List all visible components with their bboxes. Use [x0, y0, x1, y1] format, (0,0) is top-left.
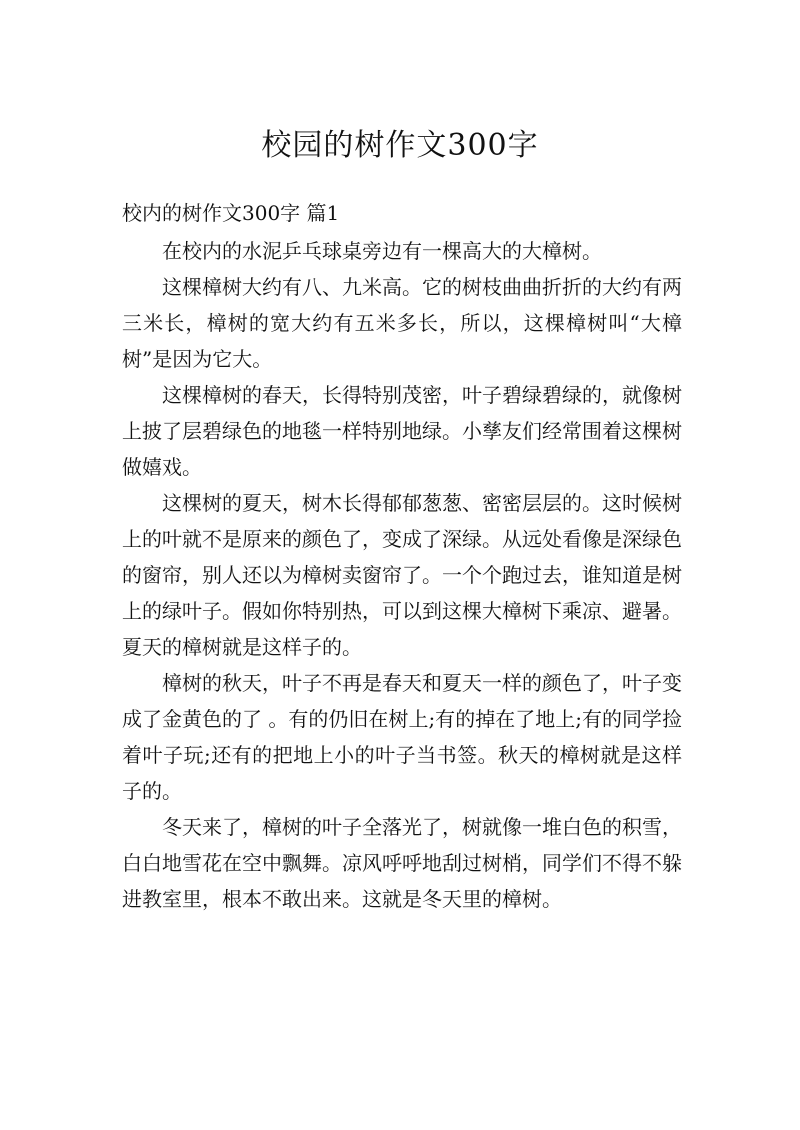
section-heading: 校内的树作文300字 篇1: [122, 201, 340, 225]
paragraph-1: 在校内的水泥乒乓球桌旁边有一棵高大的大樟树。: [162, 239, 602, 263]
paragraph-4: 这棵树的夏天，树木长得郁郁葱葱、密密层层的。这时候树上的叶就不是原来的颜色了，变成了深绿。从远处看像是深绿色的窗帘，别人还以为樟树卖窗帘了。一个个跑过去，谁知道是树上的绿叶子。假如你特别热，可以到这棵大樟树下乘凉、避暑。夏天的樟树就是这样子的。: [122, 491, 682, 659]
paragraph-5: 樟树的秋天，叶子不再是春天和夏天一样的颜色了，叶子变成了金黄色的了 。有的仍旧在树上;有的掉在了地上;有的同学捡着叶子玩;还有的把地上小的叶子当书签。秋天的樟树就是这样子的。: [122, 671, 682, 803]
article-body: [122, 233, 682, 917]
page-title: 校园的树作文300字: [261, 128, 539, 163]
paragraph-2: 这棵樟树大约有八、九米高。它的树枝曲曲折折的大约有两三米长，樟树的宽大约有五米多长，所以，这棵樟树叫“大樟树”是因为它大。: [122, 275, 682, 371]
paragraph-6: 冬天来了，樟树的叶子全落光了，树就像一堆白色的积雪，白白地雪花在空中飘舞。凉风呼呼地刮过树梢，同学们不得不躲进教室里，根本不敢出来。这就是冬天里的樟树。: [122, 815, 682, 911]
paragraph-3: 这棵樟树的春天，长得特别茂密，叶子碧绿碧绿的，就像树上披了层碧绿色的地毯一样特别地绿。小孳友们经常围着这棵树做嬉戏。: [122, 383, 682, 479]
